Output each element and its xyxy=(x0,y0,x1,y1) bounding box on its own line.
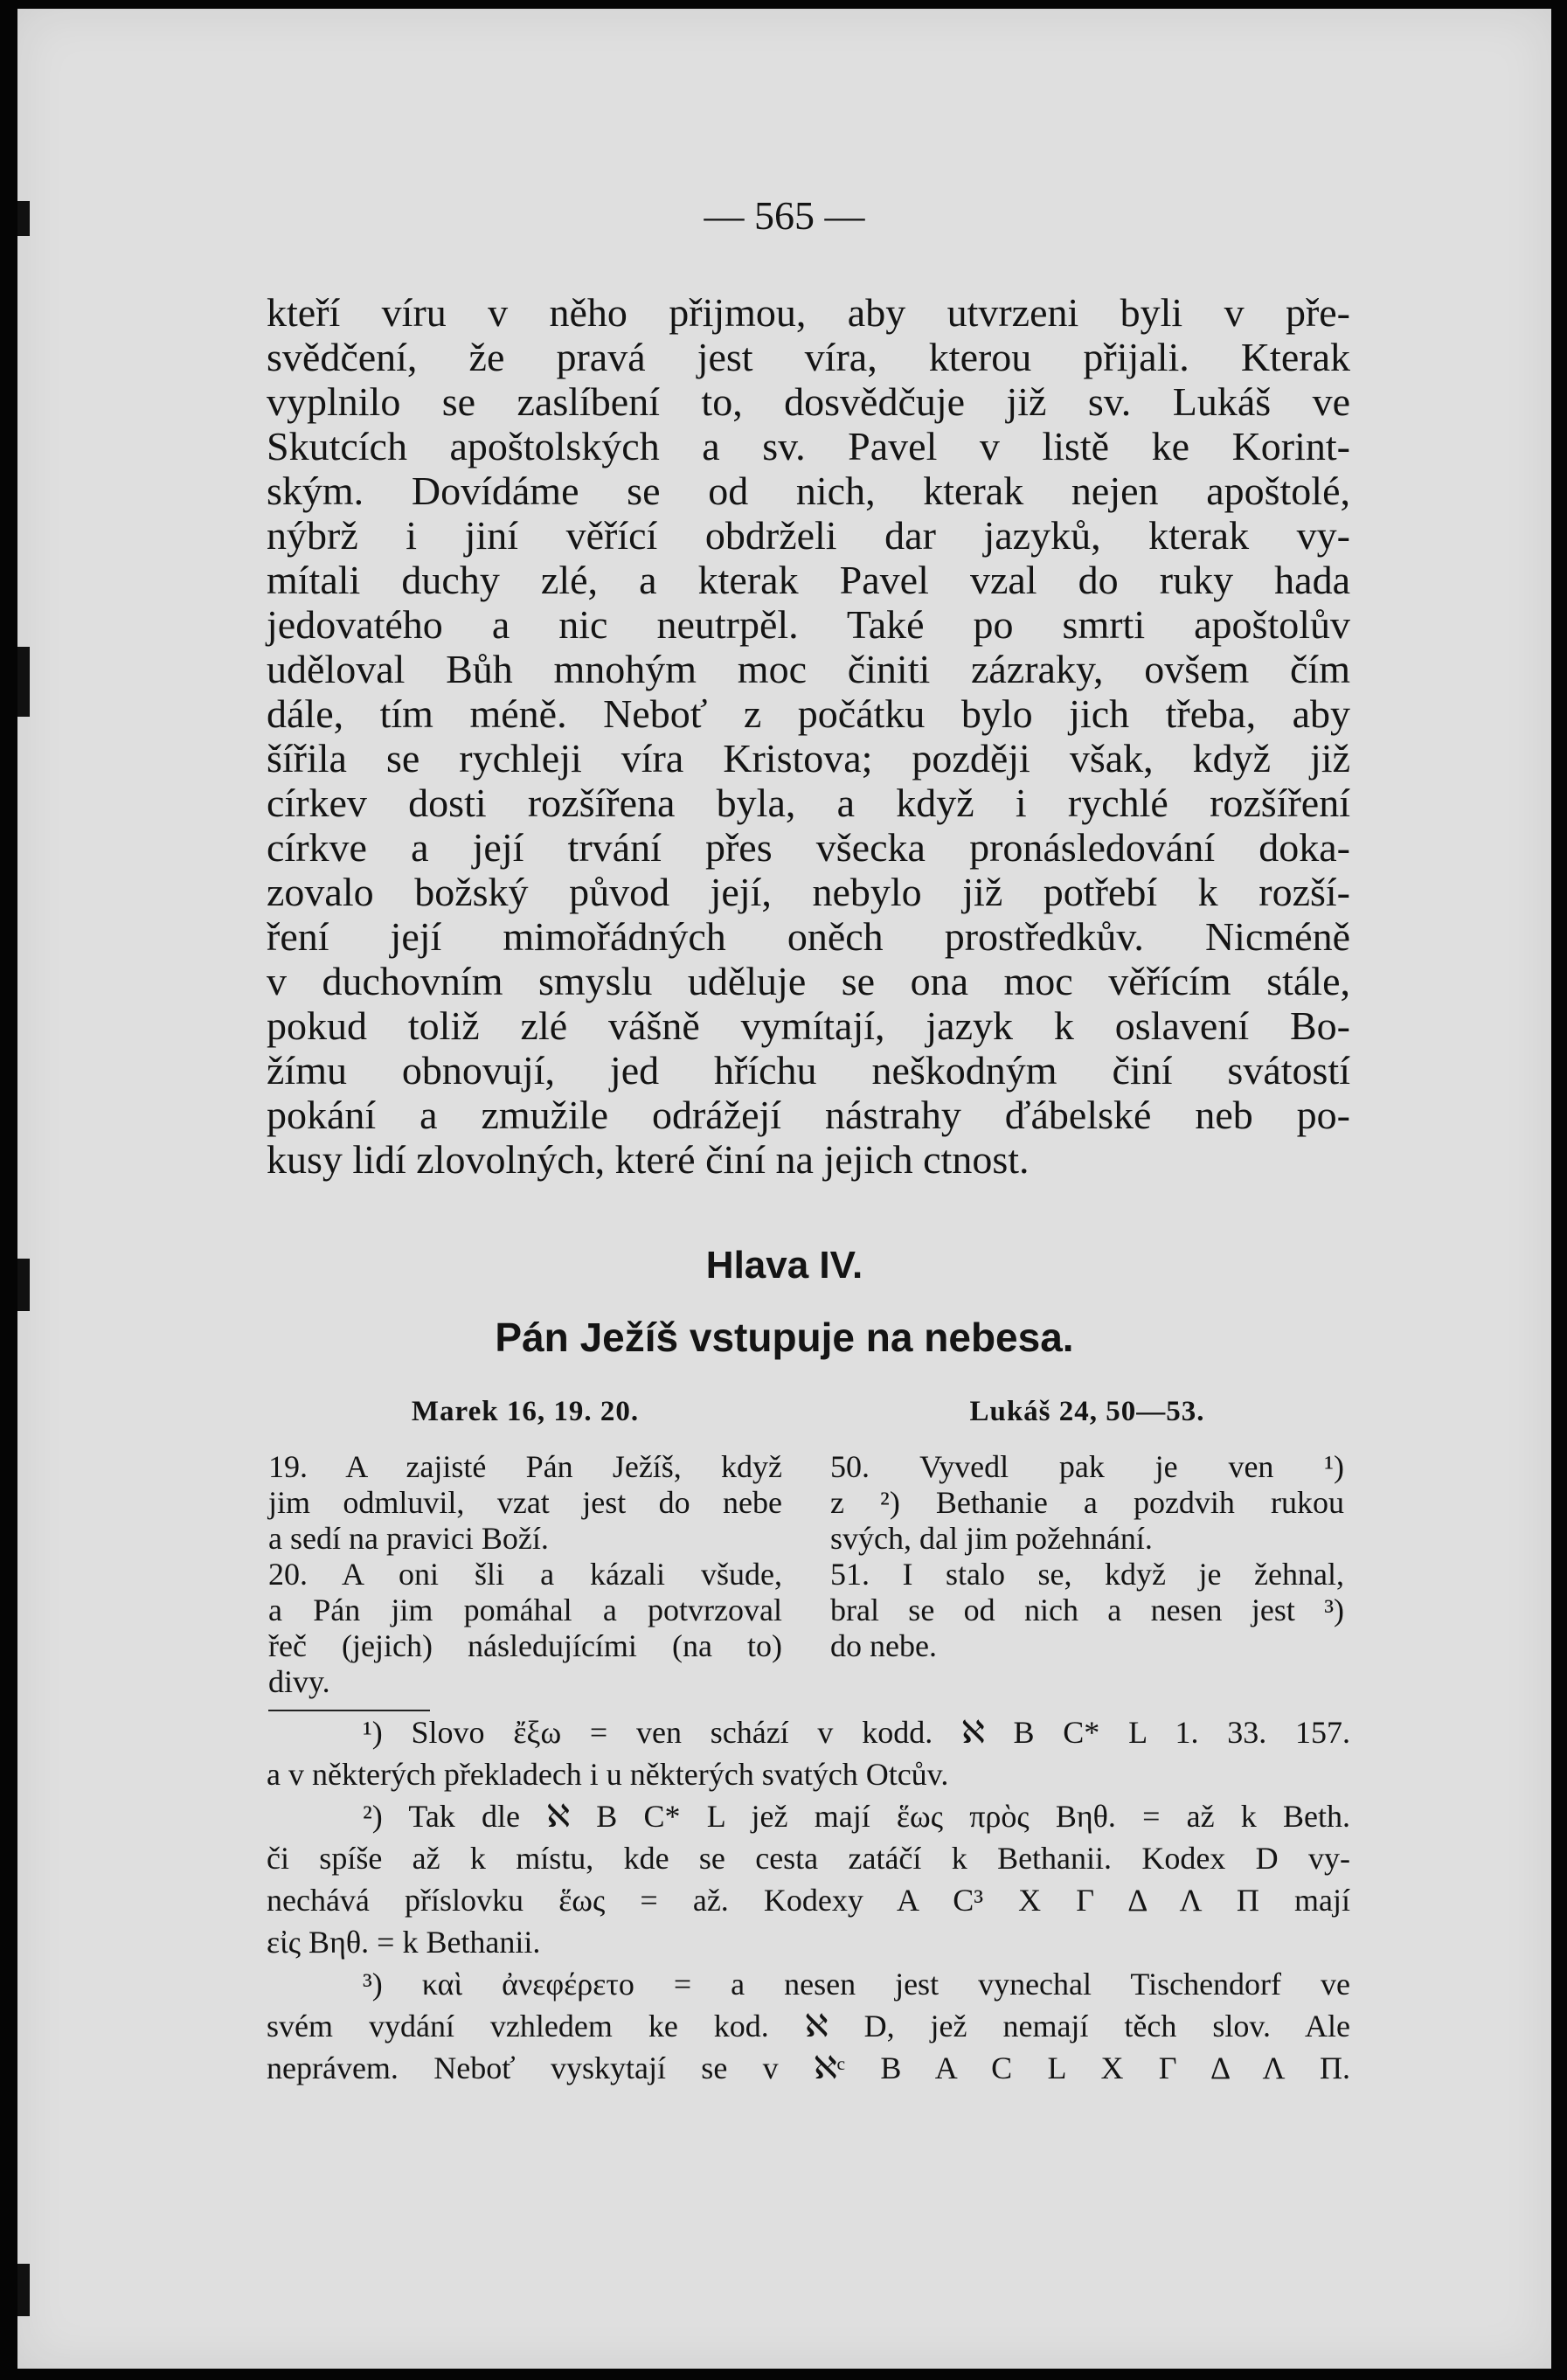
body-line: církev dosti rozšířena byla, a když i rychlé rozšíření xyxy=(267,781,1350,825)
body-line: mítali duchy zlé, a kterak Pavel vzal do ruky hada xyxy=(267,558,1350,602)
body-line: kteří víru v něho přijmou, aby utvrzeni byli v pře- xyxy=(267,290,1350,335)
footnote-line: ¹) Slovo ἔξω = ven schází v kodd. ℵ B C* L 1. 33. 157. xyxy=(363,1715,1350,1750)
verse-line: divy. xyxy=(268,1664,330,1699)
footnote-line: a v některých překladech i u některých svatých Otcův. xyxy=(267,1757,949,1792)
column-heading: Marek 16, 19. 20. xyxy=(411,1396,640,1427)
verse-line: svých, dal jim požehnání. xyxy=(830,1521,1153,1556)
footnote-line: nechává příslovku ἕως = až. Kodexy A C³ X Γ Δ Λ Π mají xyxy=(267,1883,1350,1918)
verse-line: řeč (jejich) následujícími (na to) xyxy=(268,1628,782,1663)
body-line: nýbrž i jiní věřící obdrželi dar jazyků, kterak vy- xyxy=(267,513,1350,558)
chapter-title: Hlava IV. xyxy=(705,1244,863,1287)
body-line: církve a její trvání přes všecka pronásledování doka- xyxy=(267,825,1350,870)
chapter-subtitle: Pán Ježíš vstupuje na nebesa. xyxy=(495,1315,1074,1360)
footnote-line: neprávem. Neboť vyskytají se v ℵᶜ B A C L X Γ Δ Λ Π. xyxy=(267,2050,1350,2085)
binding-mark xyxy=(17,2264,30,2316)
body-line: pokud toliž zlé vášně vymítají, jazyk k oslavení Bo- xyxy=(267,1003,1350,1048)
footnote-line: či spíše až k místu, kde se cesta zatáčí k Bethanii. Kodex D vy- xyxy=(267,1841,1350,1876)
verse-line: a Pán jim pomáhal a potvrzoval xyxy=(268,1592,782,1627)
footnotes xyxy=(267,1711,1350,2089)
body-line: jedovatého a nic neutrpěl. Také po smrti apoštolův xyxy=(267,602,1350,647)
verse-line: bral se od nich a nesen jest ³) xyxy=(830,1592,1344,1627)
footnote-line: svém vydání vzhledem ke kod. ℵ D, jež nemají těch slov. Ale xyxy=(267,2009,1350,2043)
binding-mark xyxy=(17,647,30,717)
body-line: v duchovním smyslu uděluje se ona moc věřícím stále, xyxy=(267,959,1350,1003)
verse-line: jim odmluvil, vzat jest do nebe xyxy=(268,1485,782,1520)
verse-line: 20. A oni šli a kázali všude, xyxy=(268,1557,782,1592)
footnote-line: ³) καὶ ἀνεφέρετο = a nesen jest vynechal Tischendorf ve xyxy=(363,1967,1350,2002)
gospel-column-mark xyxy=(268,1394,782,1700)
body-line: šířila se rychleji víra Kristova; později však, když již xyxy=(267,736,1350,781)
body-line: kusy lidí zlovolných, které činí na jejich ctnost. xyxy=(267,1137,1030,1182)
footnote-line: εἰς Βηθ. = k Bethanii. xyxy=(267,1925,541,1960)
body-line: Skutcích apoštolských a sv. Pavel v listě ke Korint- xyxy=(267,424,1350,468)
body-line: vyplnilo se zaslíbení to, dosvědčuje již sv. Lukáš ve xyxy=(267,379,1350,424)
body-paragraph xyxy=(267,290,1350,1182)
footnote-line: ²) Tak dle ℵ B C* L jež mají ἕως πρὸς Βηθ. = až k Beth. xyxy=(363,1799,1350,1834)
body-line: ření její mimořádných oněch prostředkův. Nicméně xyxy=(267,914,1350,959)
column-heading: Lukáš 24, 50—53. xyxy=(969,1396,1205,1427)
body-line: uděloval Bůh mnohým moc činiti zázraky, ovšem čím xyxy=(267,647,1350,691)
body-line: žímu obnovují, jed hříchu neškodným činí svátostí xyxy=(267,1048,1350,1093)
body-line: pokání a zmužile odrážejí nástrahy ďábelské neb po- xyxy=(267,1093,1350,1137)
verse-line: 19. A zajisté Pán Ježíš, když xyxy=(268,1449,782,1484)
page-number: — 565 — xyxy=(704,193,865,238)
verse-line: a sedí na pravici Boží. xyxy=(268,1521,549,1556)
body-line: ským. Dovídáme se od nich, kterak nejen apoštolé, xyxy=(267,468,1350,513)
verse-line: z ²) Bethanie a pozdvih rukou xyxy=(830,1485,1344,1520)
gospel-column-luke xyxy=(830,1394,1344,1664)
body-line: zovalo božský původ její, nebylo již potřebí k rozší- xyxy=(267,870,1350,914)
verse-line: do nebe. xyxy=(830,1628,937,1663)
body-line: dále, tím méně. Neboť z počátku bylo jich třeba, aby xyxy=(267,691,1350,736)
verse-line: 51. I stalo se, když je žehnal, xyxy=(830,1557,1344,1592)
body-line: svědčení, že pravá jest víra, kterou přijali. Kterak xyxy=(267,335,1350,379)
verse-line: 50. Vyvedl pak je ven ¹) xyxy=(830,1449,1344,1484)
book-page xyxy=(17,9,1551,2369)
